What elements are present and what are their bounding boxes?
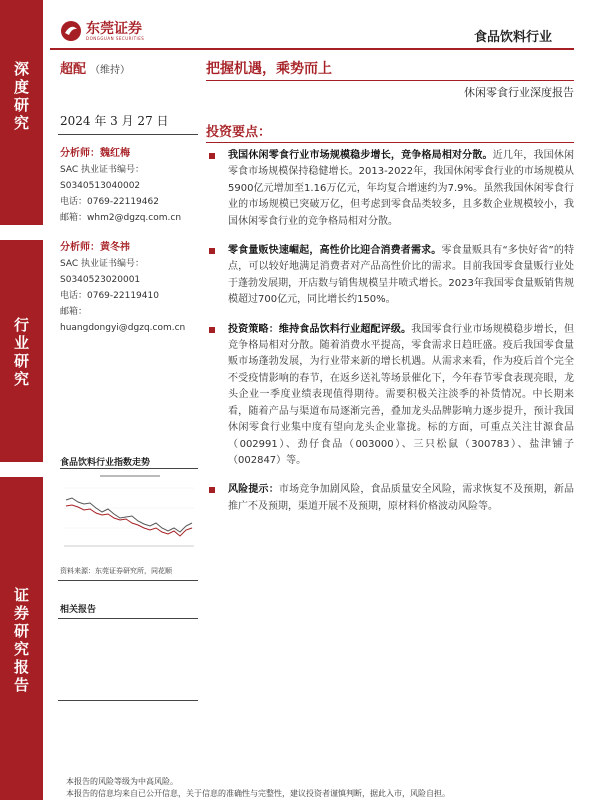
industry-title: 食品饮料行业	[473, 30, 552, 45]
sidebar-char: 深	[13, 60, 29, 78]
analyst-2	[60, 240, 185, 336]
key-point-heading: 投资策略：维持食品饮料行业超配评级。	[228, 323, 412, 335]
key-point-body: 市场竞争加剧风险，食品质量安全风险，需求恢复不及预期，新品推广不及预期，渠道开展不及预期，原材料价格波动风险等。	[228, 484, 575, 512]
sidebar-char: 究	[13, 114, 29, 132]
logo-text-en: DONGGUAN SECURITIES	[86, 35, 145, 41]
left-column-end-divider	[58, 700, 198, 701]
rating-note: （维持）	[90, 65, 131, 76]
key-point-body: 近几年，我国休闲零食市场规模保持稳健增长。2013-2022年，我国休闲零食行业的市场规模从5900亿元增加至1.16万亿元，年均复合增速约为7.9%。虽然我国休闲零食行业的市场规模已突破万亿，但考虑到零食品类较多，且多数企业规模较小，我国休闲零食行业的竞争格局相对分散。	[228, 150, 575, 227]
analyst-2-line: 电话：0769-22119410	[60, 291, 159, 301]
key-point-item	[206, 482, 574, 515]
headline-divider	[206, 80, 574, 81]
sidebar-char: 研	[13, 352, 29, 370]
sidebar-char: 究	[13, 640, 29, 658]
sidebar-char: 究	[13, 370, 29, 388]
bullet-square-icon	[209, 248, 215, 254]
analyst-2-name: 分析师：黄冬祎	[60, 242, 130, 253]
report-subheadline: 休闲零食行业深度报告	[464, 86, 574, 99]
related-divider	[58, 618, 198, 619]
sidebar-char: 告	[13, 676, 29, 694]
sidebar	[0, 0, 43, 800]
index-trend-chart	[60, 468, 198, 560]
analyst-1-line: S0340513040002	[60, 181, 141, 191]
key-point-heading: 我国休闲零食行业市场规模稳步增长，竞争格局相对分散。	[228, 150, 493, 161]
report-headline: 把握机遇，乘势而上	[206, 61, 332, 77]
related-reports-title: 相关报告	[60, 605, 97, 615]
header-divider	[50, 48, 574, 50]
analyst-1-line: 电话：0769-22119462	[60, 197, 159, 207]
sidebar-char: 研	[13, 96, 29, 114]
analyst-2-email[interactable]: huangdongyi@dgzq.com.cn	[60, 323, 186, 333]
logo-text-cn: 东莞证券	[86, 20, 142, 37]
key-point-item	[206, 322, 574, 470]
key-point-body: 零食量贩具有“多快好省”的特点，可以较好地满足消费者对产品高性价比的需求。目前我国零食量贩行业处于蓬勃发展期，开店数与销售规模呈井喷式增长。2023年我国零食量贩销售规模超过700亿元，同比增长约150%。	[228, 245, 574, 306]
key-points-title: 投资要点：	[206, 125, 272, 140]
key-points-divider	[206, 142, 574, 143]
chart-series-industry	[66, 498, 192, 532]
sidebar-char: 报	[13, 658, 29, 676]
key-point-heading: 零食量贩快速崛起，高性价比迎合消费者需求。	[228, 245, 442, 257]
analyst-2-line: SAC 执业证书编号：	[60, 259, 145, 269]
sidebar-char: 业	[13, 334, 29, 352]
report-date: 2024 年 3 月 27 日	[60, 114, 169, 128]
analyst-2-line: S0340523020001	[60, 275, 141, 285]
date-divider	[58, 134, 198, 135]
analyst-1-line: SAC 执业证书编号：	[60, 165, 145, 175]
sidebar-label-deep-research	[0, 60, 43, 132]
bullet-square-icon	[209, 487, 215, 493]
sidebar-char: 行	[13, 316, 29, 334]
analyst-2-line: 邮箱：	[60, 307, 88, 317]
key-point-heading: 风险提示：	[228, 484, 279, 496]
key-point-item	[206, 243, 574, 309]
index-chart-title: 食品饮料行业指数走势	[60, 458, 151, 468]
sidebar-char: 研	[13, 622, 29, 640]
chart-series-market	[66, 505, 192, 536]
risk-level-note: 本报告的风险等级为中高风险。	[66, 777, 178, 786]
company-logo	[60, 20, 144, 42]
rating-value: 超配	[60, 62, 87, 77]
key-points-list	[206, 148, 574, 515]
rating	[60, 58, 130, 77]
chart-divider	[58, 580, 198, 581]
sidebar-label-industry-research	[0, 316, 43, 388]
analyst-1-name: 分析师：魏红梅	[60, 148, 130, 159]
chart-source: 资料来源：东莞证券研究所，同花顺	[60, 567, 172, 575]
analyst-1	[60, 146, 181, 226]
key-point-body: 我国零食行业市场规模稳步增长，但竞争格局相对分散。随着消费水平提高，零食需求日趋旺盛。疫后我国零食量贩市场蓬勃发展，为行业带来新的增长机遇。从需求来看，作为疫后首个完全不受疫情影响的春节，在返乡送礼等场景催化下，今年春节零食表现亮眼，龙头企业一季度业绩表现值得期待。需要积极关注淡季的补货情况。中长期来看，随着产品与渠道布局逐渐完善，叠加龙头品牌影响力逐步提升，预计我国休闲零食行业集中度有望向龙头企业靠拢。标的方面，可重点关注甘源食品（002991）、劲仔食品（003000）、三只松鼠（300783）、盐津铺子（002847）等。	[228, 323, 575, 466]
bullet-square-icon	[209, 153, 215, 159]
disclaimer-footer	[66, 776, 450, 800]
sidebar-char: 度	[13, 78, 29, 96]
sidebar-char: 证	[13, 586, 29, 604]
analyst-1-email[interactable]: 邮箱：whm2@dgzq.com.cn	[60, 213, 182, 223]
sidebar-label-securities-report	[0, 586, 43, 694]
logo-mark-icon	[60, 20, 82, 42]
disclaimer-text: 本报告的信息均来自已公开信息，关于信息的准确性与完整性，建议投资者谨慎判断，据此入市，风险自担。	[66, 789, 450, 798]
sidebar-char: 券	[13, 604, 29, 622]
bullet-square-icon	[209, 327, 215, 333]
key-point-item	[206, 148, 574, 230]
